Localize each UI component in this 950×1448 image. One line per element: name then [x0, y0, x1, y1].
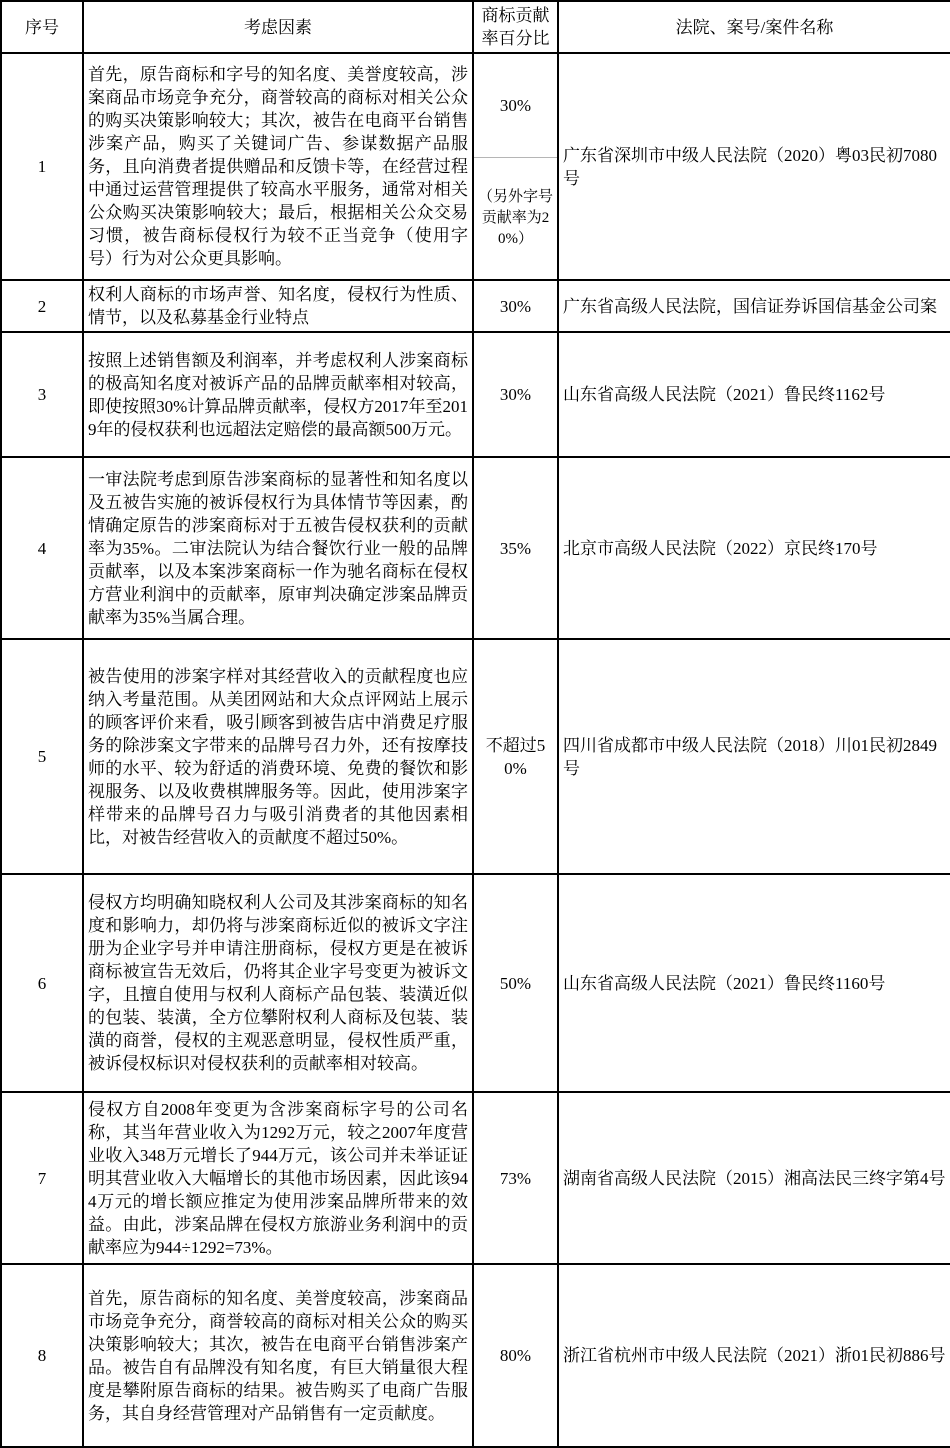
court-cell: 北京市高级人民法院（2022）京民终170号	[558, 457, 950, 639]
row-number: 2	[1, 280, 83, 332]
row-number: 1	[1, 53, 83, 280]
rate-cell: 30%	[473, 280, 558, 332]
factors-cell: 一审法院考虑到原告涉案商标的显著性和知名度以及五被告实施的被诉侵权行为具体情节等因素，酌情确定原告的涉案商标对于五被告侵权获利的贡献率为35%。二审法院认为结合餐饮行业一般的品牌贡献率，以及本案涉案商标一作为驰名商标在侵权方营业利润中的贡献率，原审判决确定涉案品牌贡献率为35%当属合理。	[83, 457, 473, 639]
court-cell: 山东省高级人民法院（2021）鲁民终1160号	[558, 874, 950, 1092]
table-row	[1, 457, 950, 639]
table-row	[1, 874, 950, 1092]
rate-cell: 35%	[473, 457, 558, 639]
rate-cell: 73%	[473, 1092, 558, 1264]
row-number: 6	[1, 874, 83, 1092]
rate-cell: 80%	[473, 1264, 558, 1447]
rate-split	[474, 54, 557, 279]
factors-cell: 侵权方自2008年变更为含涉案商标字号的公司名称，其当年营业收入为1292万元，较之2007年度营业收入348万元增长了944万元，该公司并未举证证明其营业收入大幅增长的其他市场因素，因此该944万元的增长额应推定为使用涉案品牌所带来的效益。由此，涉案品牌在侵权方旅游业务利润中的贡献率应为944÷1292=73%。	[83, 1092, 473, 1264]
rate-note: （另外字号贡献率为20%）	[477, 189, 553, 247]
rate-value: 30%	[499, 96, 532, 115]
rate-cell: 30%	[473, 332, 558, 457]
factors-cell: 首先，原告商标的知名度、美誉度较高，涉案商品市场竞争充分，商誉较高的商标对相关公众的购买决策影响较大；其次，被告在电商平台销售涉案产品。被告自有品牌没有知名度，有巨大销量很大程度是攀附原告商标的结果。被告购买了电商广告服务，其自身经营管理对产品销售有一定贡献度。	[83, 1264, 473, 1447]
factors-cell: 首先，原告商标和字号的知名度、美誉度较高，涉案商品市场竞争充分，商誉较高的商标对相关公众的购买决策影响较大；其次，被告在电商平台销售涉案产品，购买了关键词广告、参谋数据产品服务，且向消费者提供赠品和反馈卡等，在经营过程中通过运营管理提供了较高水平服务，通常对相关公众购买决策影响较大；最后，根据相关公众交易习惯，被告商标侵权行为较不正当竞争（使用字号）行为对公众更具影响。	[83, 53, 473, 280]
table-row	[1, 639, 950, 874]
table-row	[1, 1092, 950, 1264]
court-cell: 浙江省杭州市中级人民法院（2021）浙01民初886号	[558, 1264, 950, 1447]
header-court: 法院、案号/案件名称	[558, 1, 950, 53]
table-row	[1, 332, 950, 457]
row-number: 3	[1, 332, 83, 457]
header-factors: 考虑因素	[83, 1, 473, 53]
rate-cell	[473, 53, 558, 280]
court-cell: 广东省深圳市中级人民法院（2020）粤03民初7080号	[558, 53, 950, 280]
header-no: 序号	[1, 1, 83, 53]
row-number: 7	[1, 1092, 83, 1264]
table-row	[1, 1264, 950, 1447]
court-cell: 山东省高级人民法院（2021）鲁民终1162号	[558, 332, 950, 457]
table-row	[1, 53, 950, 280]
row-number: 4	[1, 457, 83, 639]
court-cell: 四川省成都市中级人民法院（2018）川01民初2849号	[558, 639, 950, 874]
table-row	[1, 280, 950, 332]
factors-cell: 被告使用的涉案字样对其经营收入的贡献程度也应纳入考量范围。从美团网站和大众点评网站上展示的顾客评价来看，吸引顾客到被告店中消费足疗服务的除涉案文字带来的品牌号召力外，还有按摩技师的水平、较为舒适的消费环境、免费的餐饮和影视服务、以及收费棋牌服务等。因此，使用涉案字样带来的品牌号召力与吸引消费者的其他因素相比，对被告经营收入的贡献度不超过50%。	[83, 639, 473, 874]
factors-cell: 侵权方均明确知晓权利人公司及其涉案商标的知名度和影响力，却仍将与涉案商标近似的被诉文字注册为企业字号并申请注册商标，侵权方更是在被诉商标被宣告无效后，仍将其企业字号变更为被诉文字，且擅自使用与权利人商标产品包装、装潢近似的包装、装潢，全方位攀附权利人商标及包装、装潢的商誉，侵权的主观恶意明显，侵权性质严重，被诉侵权标识对侵权获利的贡献率相对较高。	[83, 874, 473, 1092]
factors-cell: 按照上述销售额及利润率，并考虑权利人涉案商标的极高知名度对被诉产品的品牌贡献率相对较高，即使按照30%计算品牌贡献率，侵权方2017年至2019年的侵权获利也远超法定赔偿的最高额500万元。	[83, 332, 473, 457]
factors-cell: 权利人商标的市场声誉、知名度，侵权行为性质、情节，以及私募基金行业特点	[83, 280, 473, 332]
header-rate: 商标贡献率百分比	[473, 1, 558, 53]
rate-cell: 不超过50%	[473, 639, 558, 874]
court-cell: 湖南省高级人民法院（2015）湘高法民三终字第4号	[558, 1092, 950, 1264]
row-number: 5	[1, 639, 83, 874]
rate-cell: 50%	[473, 874, 558, 1092]
header-row	[1, 1, 950, 53]
row-number: 8	[1, 1264, 83, 1447]
court-cell: 广东省高级人民法院，国信证券诉国信基金公司案	[558, 280, 950, 332]
